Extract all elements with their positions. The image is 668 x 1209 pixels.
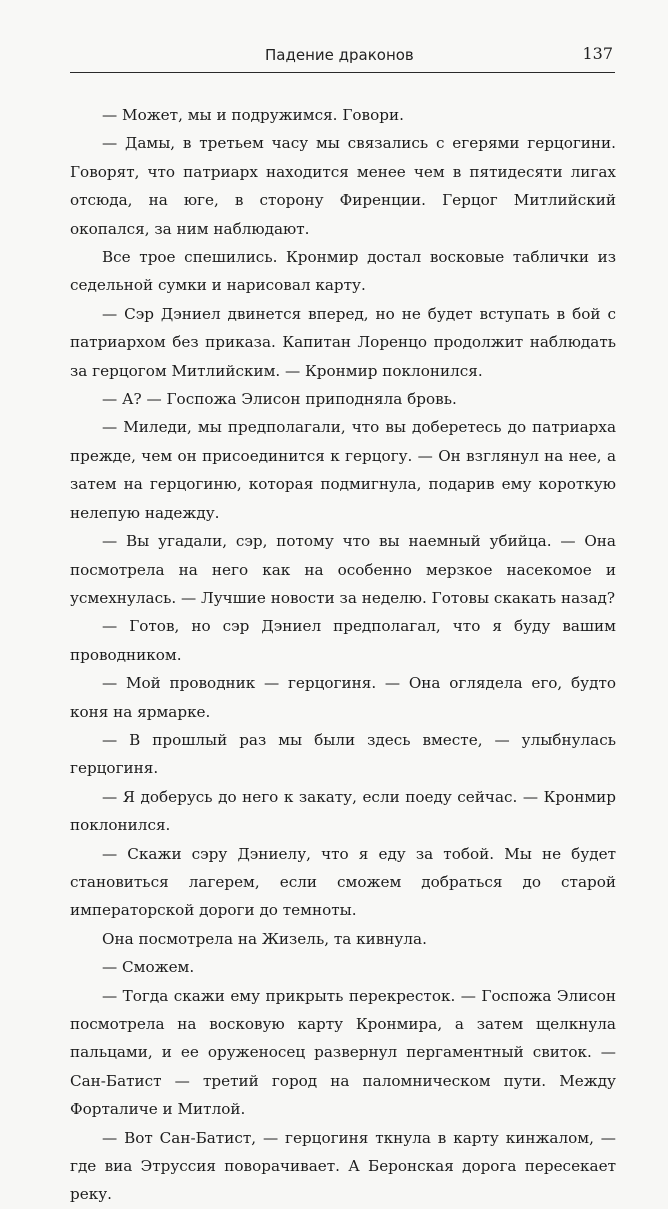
paragraph: — Скажи сэру Дэниелу, что я еду за тобой. Мы не будет становиться лагерем, если сможем добраться до старой императорской дороги до темноты. [70,844,616,920]
paragraph: Все трое спешились. Кронмир достал восковые таблички из седельной сумки и нарисовал карту. [70,248,616,295]
paragraph: — Может, мы и подружимся. Говори. [102,106,404,124]
paragraph: — Вот Сан-Батист, — герцогиня ткнула в карту кинжалом, — где виа Этруссия поворачивает. А Беронская дорога пересекает реку. [70,1128,616,1204]
page-header [70,44,615,73]
paragraph: — Готов, но сэр Дэниел предполагал, что я буду вашим проводником. [70,617,616,664]
paragraph: — Мой проводник — герцогиня. — Она оглядела его, будто коня на ярмарке. [70,674,616,721]
body-text [70,101,616,1209]
paragraph: — Тогда скажи ему прикрыть перекресток. — Госпожа Элисон посмотрела на восковую карту Кронмира, а затем щелкнула пальцами, и ее оруженосец развернул пергаментный свиток. — Сан-Батист — третий город на паломническом пути. Между Форталиче и Митлой. [70,986,616,1119]
paragraph: — Дамы, в третьем часу мы связались с егерями герцогини. Говорят, что патриарх находится менее чем в пятидесяти лигах отсюда, на юге, в сторону Фиренции. Герцог Митлийский окопался, за ним наблюдают. [70,134,616,238]
paragraph: — В прошлый раз мы были здесь вместе, — улыбнулась герцогиня. [70,730,616,778]
paragraph: — А? — Госпожа Элисон приподняла бровь. [102,390,457,409]
paragraph: — Миледи, мы предполагали, что вы доберетесь до патриарха прежде, чем он присоединится к герцогу. — Он взглянул на нее, а затем на герцогиню, которая подмигнула, подарив ему короткую нелепую надежду. [70,418,616,522]
running-title: Падение драконов [265,46,414,64]
page-number: 137 [582,44,613,63]
paragraph: Она посмотрела на Жизель, та кивнула. [102,929,427,948]
paragraph: — Я доберусь до него к закату, если поеду сейчас. — Кронмир поклонился. [70,787,616,835]
paragraph: — Сможем. [102,958,195,977]
paragraph: — Сэр Дэниел двинется вперед, но не будет вступать в бой с патриархом без приказа. Капитан Лоренцо продолжит наблюдать за герцогом Митлийским. — Кронмир поклонился. [70,304,616,380]
paragraph: — Вы угадали, сэр, потому что вы наемный убийца. — Она посмотрела на него как на особенно мерзкое насекомое и усмехнулась. — Лучшие новости за неделю. Готовы скакать назад? [70,532,616,607]
